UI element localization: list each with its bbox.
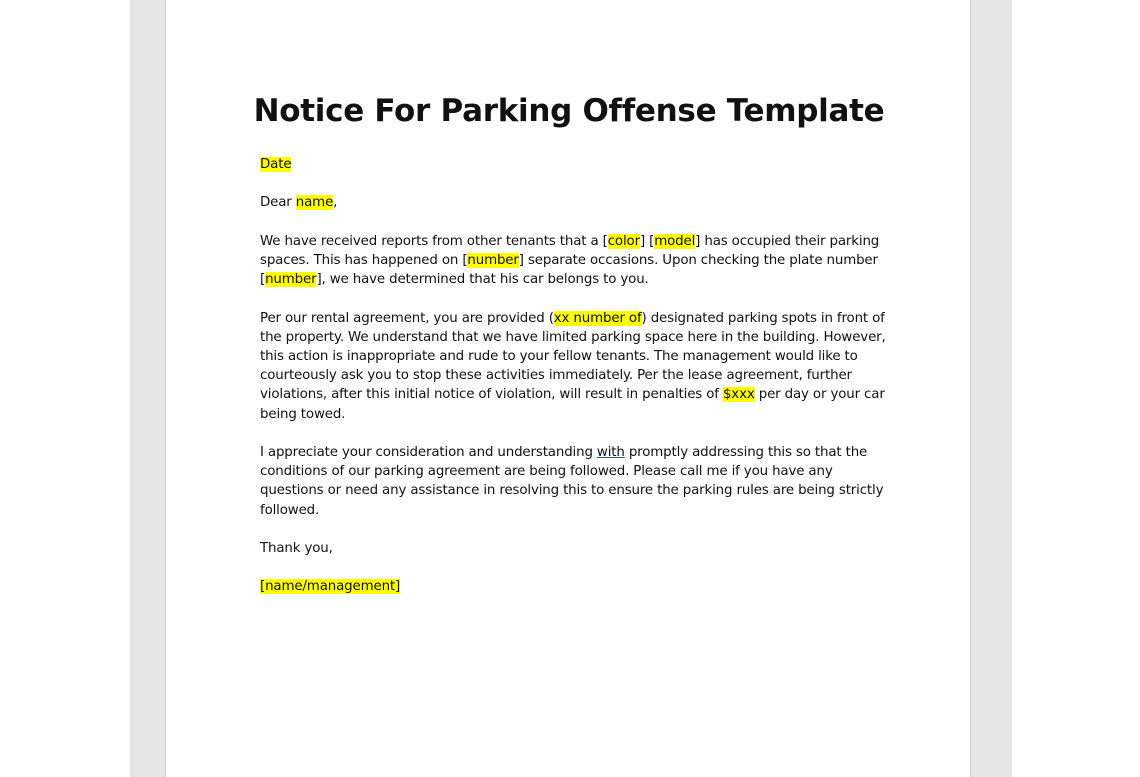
paragraph-text: ) designated parking spots in front of the property. We understand that we have limited parking space here in the building. However, this action is inappropriate and rude to your fellow tenants. The management would like to courteously ask you to stop these activities immediately. Per the lease agreement, further violations, after this initial notice of violation, will result in penalties of [260, 310, 886, 403]
signature-line [260, 577, 890, 596]
paragraph-agreement [260, 309, 890, 424]
paragraph-text: I appreciate your consideration and understanding [260, 444, 597, 460]
salutation-prefix: Dear [260, 195, 296, 211]
occasions-number-placeholder: number [467, 252, 519, 268]
date-placeholder: Date [260, 157, 292, 172]
salutation-suffix: , [333, 195, 338, 211]
document-page[interactable] [165, 0, 971, 777]
paragraph-text: ] separate occasions. Upon checking the plate number [ [260, 252, 878, 288]
grammar-flagged-word[interactable]: with [596, 444, 625, 460]
plate-number-placeholder: number [265, 272, 317, 288]
paragraph-text: Per our rental agreement, you are provided ( [260, 310, 554, 326]
paragraph-text: We have received reports from other tenants that a [ [260, 233, 608, 249]
paragraph-text: per day or your car being towed. [260, 387, 885, 422]
penalty-amount-placeholder: $xxx [722, 387, 755, 403]
paragraph-report [260, 232, 890, 290]
paragraph-appreciation [260, 443, 890, 520]
date-line [260, 155, 890, 174]
paragraph-text: ], we have determined that his car belongs to you. [316, 272, 649, 288]
spots-count-placeholder: xx number of [553, 310, 642, 326]
document-title: Notice For Parking Offense Template [253, 93, 885, 129]
paragraph-text: promptly addressing this so that the conditions of our parking agreement are being followed. Please call me if you have any questions or need any assistance in resolving this to ensure the parking rules are being strictly followed. [260, 444, 884, 518]
color-placeholder: color [607, 233, 640, 249]
salutation [260, 193, 890, 212]
paragraph-text: ] has occupied their parking spaces. This has happened on [ [260, 233, 880, 268]
name-placeholder: name [295, 195, 334, 211]
signature-placeholder: [name/management] [260, 579, 401, 595]
paragraph-text: ] [ [639, 233, 655, 249]
closing: Thank you, [260, 540, 333, 556]
model-placeholder: model [654, 233, 696, 249]
document-body [260, 155, 890, 616]
